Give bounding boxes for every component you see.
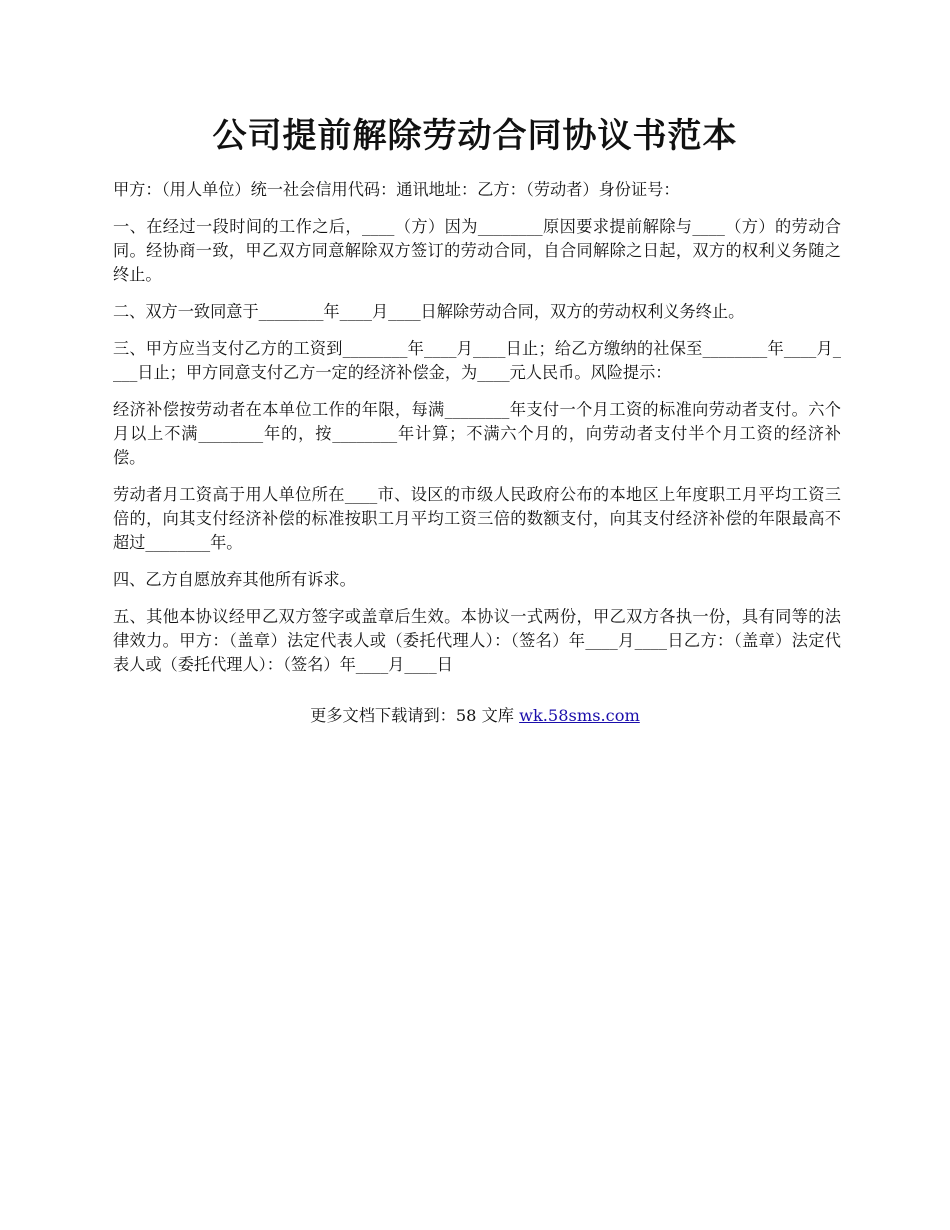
clause-4-paragraph: 四、乙方自愿放弃其他所有诉求。: [113, 570, 356, 589]
clause-3-paragraph: 三、甲方应当支付乙方的工资到________年____月____日止；给乙方缴纳的社保至________年____月____日止；甲方同意支付乙方一定的经济补偿金，为____元人民币。风险提示：: [113, 339, 841, 382]
document-body: [113, 178, 841, 690]
clause-1-paragraph: 一、在经过一段时间的工作之后，____（方）因为________原因要求提前解除与____（方）的劳动合同。经协商一致，甲乙双方同意解除双方签订的劳动合同，自合同解除之日起，双方的权利义务随之终止。: [113, 217, 841, 284]
footer-download-link[interactable]: wk.58sms.com: [519, 706, 640, 725]
document-title: 公司提前解除劳动合同协议书范本: [212, 116, 738, 156]
party-info-paragraph: 甲方：（用人单位）统一社会信用代码：通讯地址：乙方：（劳动者）身份证号：: [113, 180, 680, 199]
salary-cap-paragraph: 劳动者月工资高于用人单位所在____市、设区的市级人民政府公布的本地区上年度职工月平均工资三倍的，向其支付经济补偿的标准按职工月平均工资三倍的数额支付，向其支付经济补偿的年限最高不超过________年。: [113, 485, 841, 552]
footer-prefix-text: 更多文档下载请到：58 文库: [310, 706, 520, 725]
document-footer: [0, 704, 950, 728]
clause-5-paragraph: 五、其他本协议经甲乙双方签字或盖章后生效。本协议一式两份，甲乙双方各执一份，具有同等的法律效力。甲方：（盖章）法定代表人或（委托代理人）：（签名）年____月____日乙方：（盖章）法定代表人或（委托代理人）：（签名）年____月____日: [113, 607, 841, 674]
compensation-paragraph: 经济补偿按劳动者在本单位工作的年限，每满________年支付一个月工资的标准向劳动者支付。六个月以上不满________年的，按________年计算；不满六个月的，向劳动者支付半个月工资的经济补偿。: [113, 400, 841, 467]
clause-2-paragraph: 二、双方一致同意于________年____月____日解除劳动合同，双方的劳动权利义务终止。: [113, 302, 745, 321]
